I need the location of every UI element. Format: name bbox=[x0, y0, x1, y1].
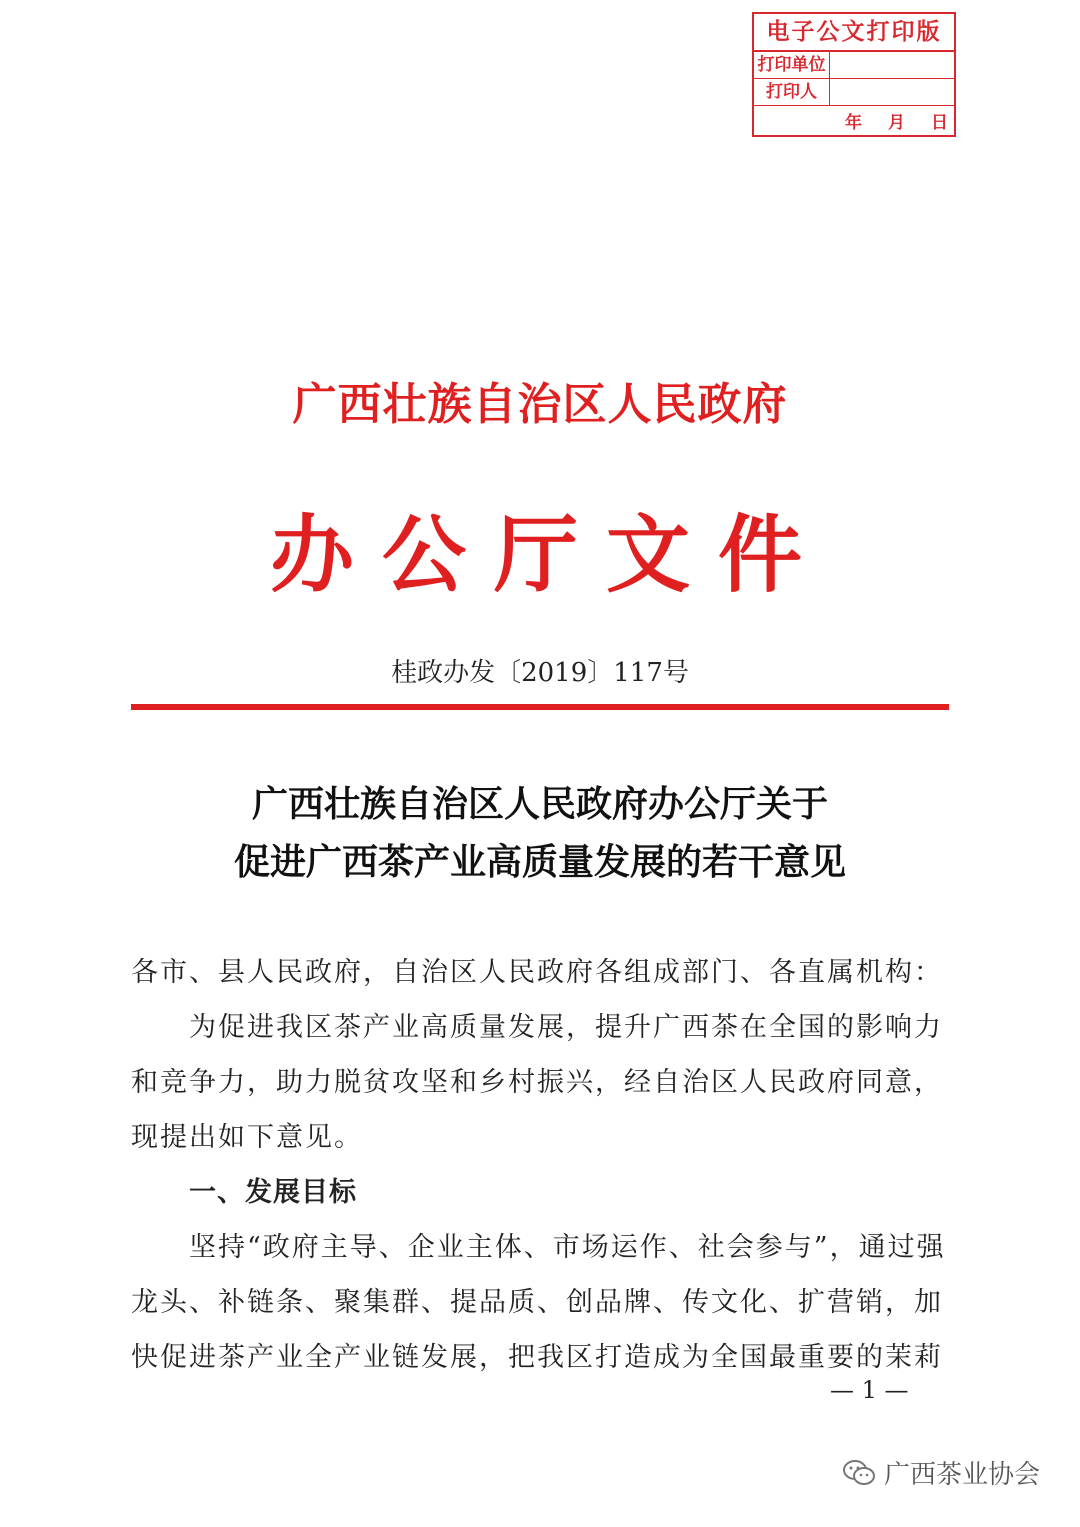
stamp-date-year: 年 bbox=[845, 113, 862, 133]
title-line-1: 广西壮族自治区人民政府办公厅关于 bbox=[251, 783, 828, 825]
document-number: 桂政办发〔2019〕117号 bbox=[391, 658, 689, 688]
stamp-unit-label: 打印单位 bbox=[754, 52, 830, 78]
title-line-2: 促进广西茶产业高质量发展的若干意见 bbox=[233, 841, 846, 883]
document-title bbox=[0, 775, 1080, 891]
red-divider bbox=[131, 704, 949, 710]
watermark bbox=[842, 1454, 1040, 1491]
paragraph-intro: 为促进我区茶产业高质量发展，提升广西茶在全国的影响力和竞争力，助力脱贫攻坚和乡村振兴，经自治区人民政府同意，现提出如下意见。 bbox=[131, 1012, 943, 1153]
stamp-printer-row bbox=[754, 79, 954, 106]
paragraph-goals: 坚持“政府主导、企业主体、市场运作、社会参与”，通过强龙头、补链条、聚集群、提品质、创品牌、传文化、扩营销，加快促进茶产业全产业链发展，把我区打造成为全国最重要的茉莉 bbox=[131, 1232, 946, 1373]
stamp-printer-value bbox=[830, 79, 954, 105]
section-heading: 一、发展目标 bbox=[189, 1177, 357, 1208]
print-stamp bbox=[752, 12, 956, 137]
document-body bbox=[131, 945, 949, 1385]
stamp-date-month: 月 bbox=[888, 113, 905, 133]
stamp-unit-row bbox=[754, 52, 954, 79]
issuer-name: 广西壮族自治区人民政府 bbox=[292, 379, 788, 430]
wechat-icon bbox=[842, 1458, 876, 1488]
stamp-printer-label: 打印人 bbox=[754, 79, 830, 105]
document-type: 办公厅文件 bbox=[269, 505, 830, 604]
watermark-text: 广西茶业协会 bbox=[884, 1460, 1041, 1490]
stamp-date-row bbox=[754, 106, 954, 135]
stamp-unit-value bbox=[830, 52, 954, 78]
stamp-date-day: 日 bbox=[931, 113, 948, 133]
page-number: — 1 — bbox=[830, 1376, 909, 1404]
salutation: 各市、县人民政府，自治区人民政府各组成部门、各直属机构： bbox=[131, 957, 943, 988]
stamp-title: 电子公文打印版 bbox=[754, 14, 954, 52]
